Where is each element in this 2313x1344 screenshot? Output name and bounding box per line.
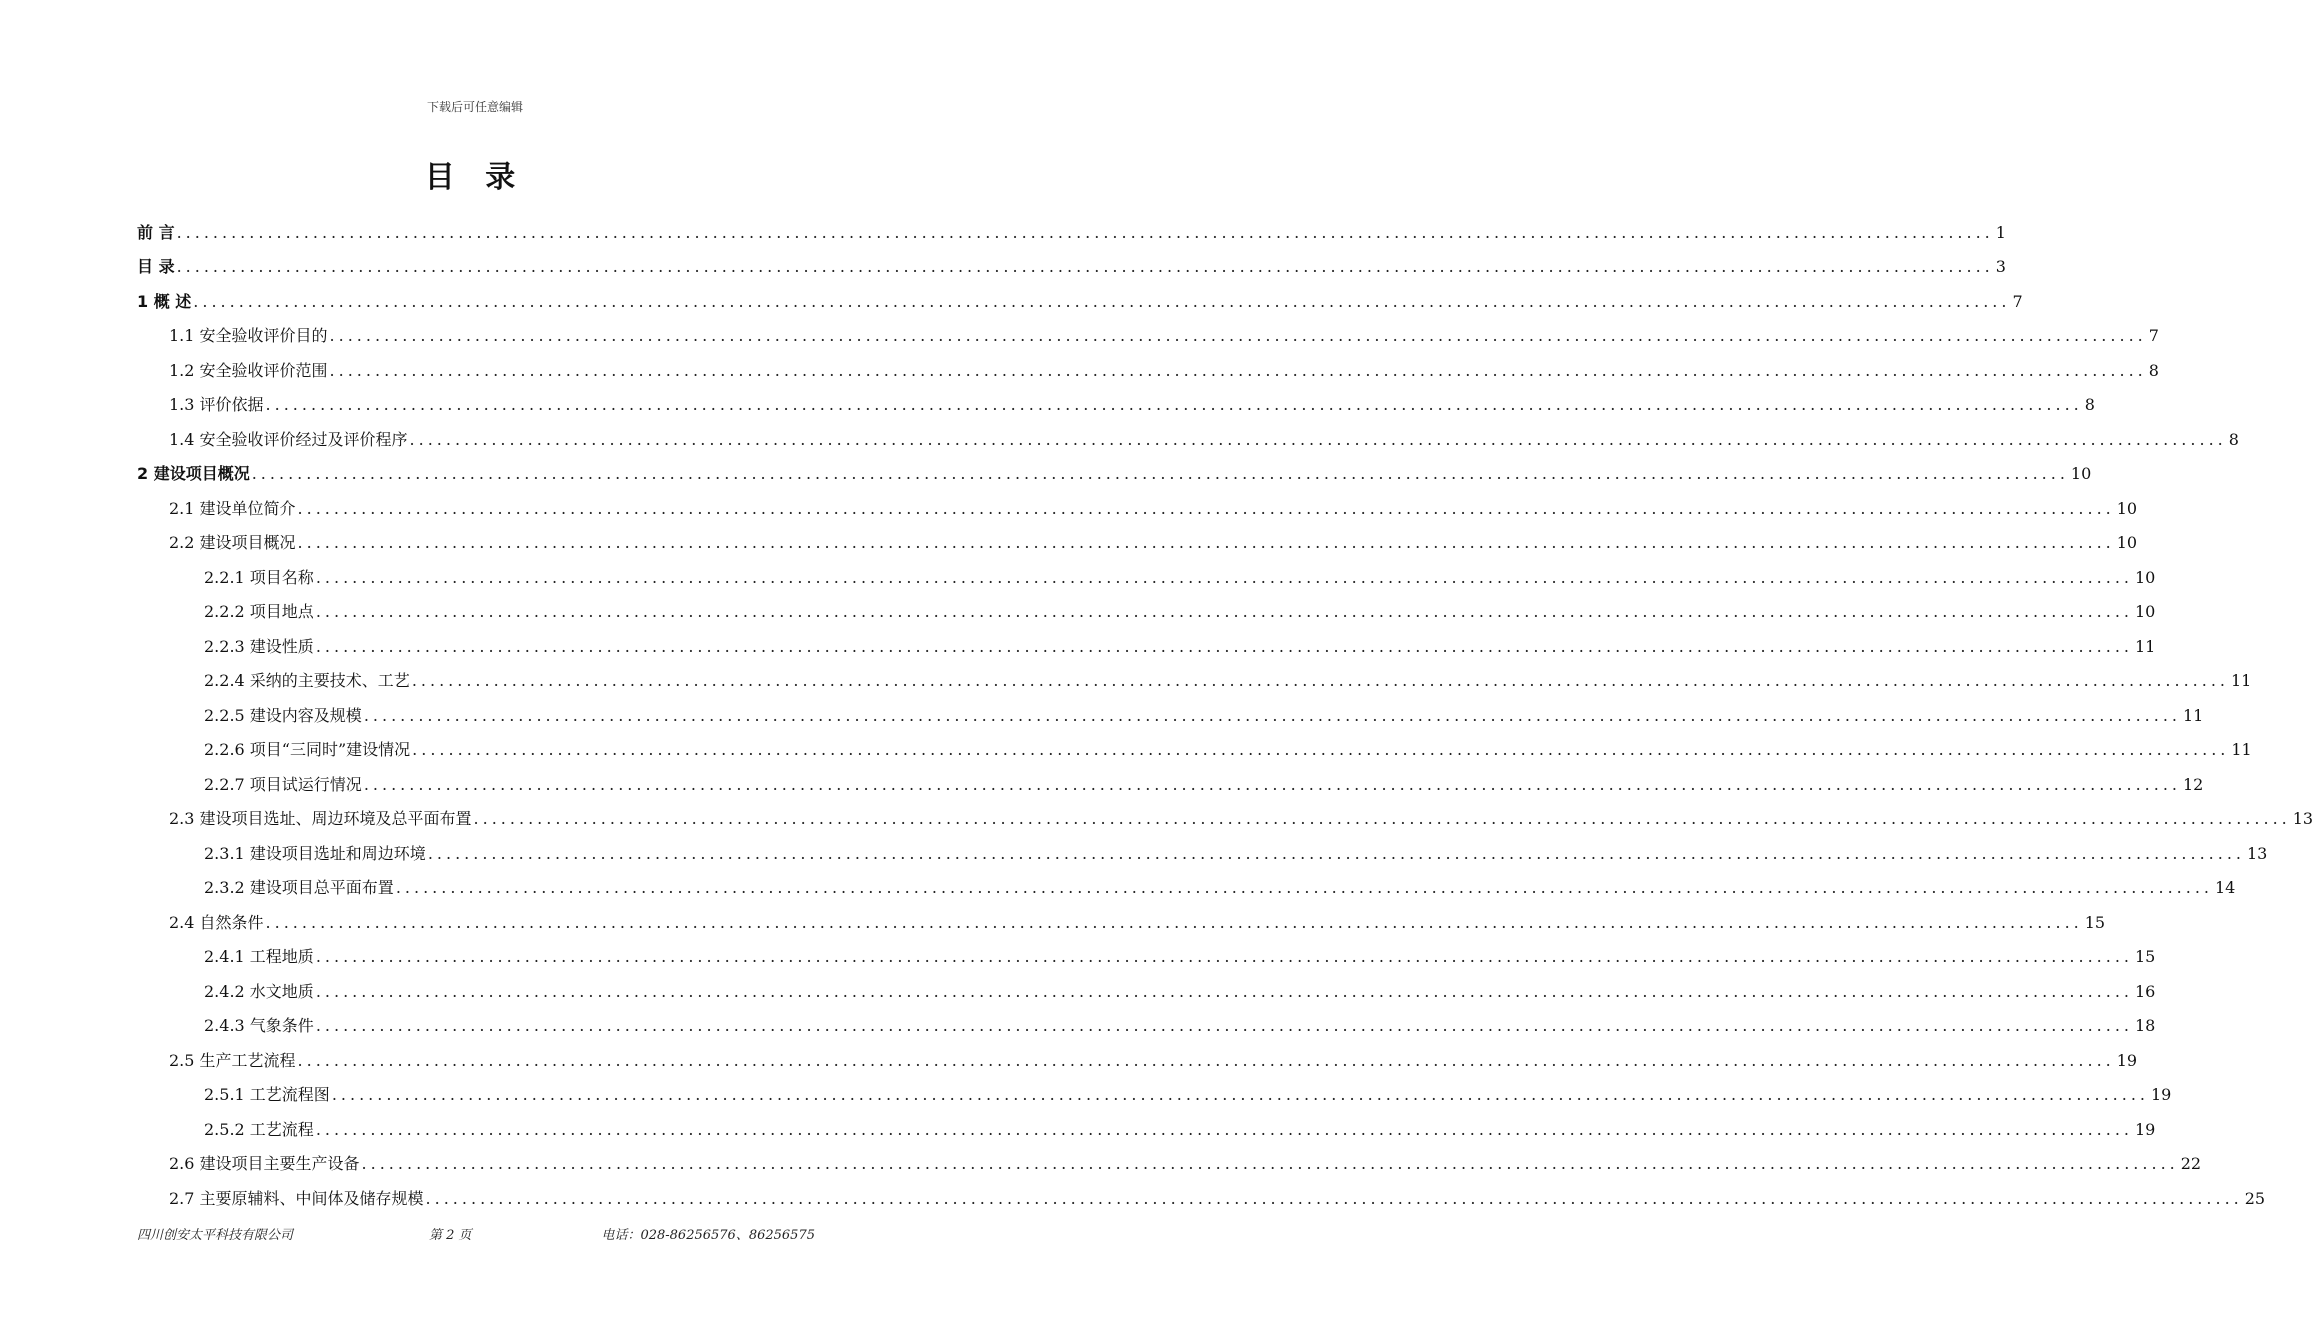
toc-entry-page: 10 <box>2116 498 2138 518</box>
toc-entry-label: 2.2.4 采纳的主要技术、工艺 <box>204 671 410 690</box>
toc-entry[interactable] <box>137 245 2006 280</box>
toc-entry[interactable] <box>137 659 2252 694</box>
toc-dot-leader: ........................................................................................................................................................................................................ <box>315 636 2133 656</box>
toc-dot-leader: ........................................................................................................................................................................................................ <box>363 705 2181 725</box>
toc-entry[interactable] <box>137 797 2313 832</box>
toc-entry[interactable] <box>137 1142 2202 1177</box>
toc-entry[interactable] <box>137 866 2236 901</box>
toc-entry-label: 1.4 安全验收评价经过及评价程序 <box>169 429 408 449</box>
toc-entry-page: 22 <box>2180 1154 2202 1173</box>
toc-entry-page: 13 <box>2292 809 2313 828</box>
toc-entry[interactable] <box>137 1038 2138 1073</box>
toc-entry[interactable] <box>137 1107 2156 1142</box>
toc-dot-leader: ........................................................................................................................................................................................................ <box>315 947 2133 966</box>
toc-dot-leader: ........................................................................................................................................................................................................ <box>331 1085 2149 1104</box>
toc-entry-label: 2.5.1 工艺流程图 <box>204 1085 330 1104</box>
footer-phone: 电话：028-86256576、86256575 <box>601 1228 815 1243</box>
toc-dot-leader: ........................................................................................................................................................................................................ <box>425 1188 2243 1208</box>
toc-entry-label: 1.2 安全验收评价范围 <box>169 360 328 380</box>
toc-entry-page: 8 <box>2148 360 2159 380</box>
toc-entry-label: 1.1 安全验收评价目的 <box>169 326 328 345</box>
toc-entry-page: 11 <box>2183 705 2204 725</box>
toc-entry-page: 7 <box>2012 291 2023 311</box>
toc-entry-page: 15 <box>2135 947 2156 966</box>
toc-entry-page: 10 <box>2135 567 2156 587</box>
toc-entry[interactable] <box>137 969 2156 1004</box>
toc-entry-page: 3 <box>1995 257 2006 276</box>
toc-entry[interactable] <box>137 1004 2156 1039</box>
toc-entry-label: 2.4.1 工程地质 <box>204 947 314 966</box>
toc-entry-page: 11 <box>2231 740 2252 759</box>
toc-entry-page: 12 <box>2183 774 2204 794</box>
toc-dot-leader: ........................................................................................................................................................................................................ <box>176 222 1994 242</box>
toc-entry-label: 目 录 <box>137 257 175 276</box>
toc-entry-page: 13 <box>2247 843 2268 863</box>
header-note: 下载后可任意编辑 <box>426 100 523 114</box>
toc-entry-page: 10 <box>2135 602 2156 621</box>
toc-entry[interactable] <box>137 831 2268 866</box>
toc-entry-label: 2.2.6 项目“三同时”建设情况 <box>204 740 411 759</box>
toc-entry-label: 1 概 述 <box>137 291 192 311</box>
toc-dot-leader: ........................................................................................................................................................................................................ <box>361 1154 2179 1173</box>
toc-entry-label: 1.3 评价依据 <box>169 395 264 414</box>
toc-entry-page: 14 <box>2215 878 2236 897</box>
toc-entry-label: 2.3.1 建设项目选址和周边环境 <box>204 843 426 863</box>
toc-entry[interactable] <box>137 935 2156 970</box>
toc-dot-leader: ........................................................................................................................................................................................................ <box>315 1016 2133 1035</box>
toc-dot-leader: ........................................................................................................................................................................................................ <box>265 912 2083 932</box>
toc-entry-label: 2.4.3 气象条件 <box>204 1016 314 1035</box>
toc-dot-leader: ........................................................................................................................................................................................................ <box>473 809 2291 828</box>
toc-dot-leader: ........................................................................................................................................................................................................ <box>193 291 2011 311</box>
toc-entry-label: 前 言 <box>137 222 175 242</box>
toc-dot-leader: ........................................................................................................................................................................................................ <box>329 326 2147 345</box>
toc-entry[interactable] <box>137 728 2252 763</box>
toc-entry-page: 7 <box>2148 326 2159 345</box>
toc-dot-leader: ........................................................................................................................................................................................................ <box>315 981 2133 1001</box>
toc-entry-label: 2.3.2 建设项目总平面布置 <box>204 878 394 897</box>
toc-entry-label: 2.2.7 项目试运行情况 <box>204 774 362 794</box>
toc-entry-page: 1 <box>1995 222 2006 242</box>
toc-entry[interactable] <box>137 348 2159 383</box>
toc-entry[interactable] <box>137 555 2156 590</box>
toc-dot-leader: ........................................................................................................................................................................................................ <box>409 429 2227 449</box>
toc-entry[interactable] <box>137 417 2239 452</box>
toc-entry-label: 2.2.1 项目名称 <box>204 567 314 587</box>
toc-dot-leader: ........................................................................................................................................................................................................ <box>363 774 2181 794</box>
toc-entry-page: 18 <box>2135 1016 2156 1035</box>
toc-entry-page: 25 <box>2244 1188 2266 1208</box>
toc-entry[interactable] <box>137 383 2095 418</box>
toc-entry[interactable] <box>137 624 2156 659</box>
toc-entry-label: 2.3 建设项目选址、周边环境及总平面布置 <box>169 809 472 828</box>
toc-entry-page: 11 <box>2135 636 2156 656</box>
toc-dot-leader: ........................................................................................................................................................................................................ <box>176 257 1994 276</box>
toc-dot-leader: ........................................................................................................................................................................................................ <box>427 843 2245 863</box>
toc-dot-leader: ........................................................................................................................................................................................................ <box>315 1119 2133 1139</box>
toc-entry[interactable] <box>137 590 2156 625</box>
toc-entry[interactable] <box>137 279 2023 314</box>
toc-entry-label: 2.1 建设单位简介 <box>169 498 296 518</box>
toc-entry[interactable] <box>137 452 2092 487</box>
toc-entry-label: 2.5.2 工艺流程 <box>204 1119 314 1139</box>
toc-entry[interactable] <box>137 762 2204 797</box>
toc-dot-leader: ........................................................................................................................................................................................................ <box>251 464 2069 483</box>
toc-entry-page: 19 <box>2116 1050 2138 1070</box>
toc-entry[interactable] <box>137 314 2159 349</box>
toc-entry[interactable] <box>137 521 2138 556</box>
toc-entry[interactable] <box>137 1073 2172 1108</box>
toc-entry-label: 2.7 主要原辅料、中间体及储存规模 <box>169 1188 424 1208</box>
toc-entry-page: 8 <box>2084 395 2095 414</box>
toc-dot-leader: ........................................................................................................................................................................................................ <box>297 498 2115 518</box>
toc-entry-label: 2.6 建设项目主要生产设备 <box>169 1154 360 1173</box>
footer-company: 四川创安太平科技有限公司 <box>137 1228 294 1243</box>
page-title: 目 录 <box>424 160 526 195</box>
toc-entry-page: 10 <box>2116 533 2138 552</box>
toc-entry[interactable] <box>137 486 2138 521</box>
toc-dot-leader: ........................................................................................................................................................................................................ <box>411 671 2229 690</box>
toc-dot-leader: ........................................................................................................................................................................................................ <box>412 740 2230 759</box>
toc-dot-leader: ........................................................................................................................................................................................................ <box>265 395 2083 414</box>
toc-entry[interactable] <box>137 900 2106 935</box>
toc-dot-leader: ........................................................................................................................................................................................................ <box>297 1050 2115 1070</box>
toc-entry[interactable] <box>137 693 2204 728</box>
toc-entry-page: 10 <box>2070 464 2092 483</box>
footer-page-number: 第 2 页 <box>429 1228 472 1243</box>
toc-entry-label: 2.2.5 建设内容及规模 <box>204 705 362 725</box>
toc-dot-leader: ........................................................................................................................................................................................................ <box>315 567 2133 587</box>
toc-entry-label: 2.5 生产工艺流程 <box>169 1050 296 1070</box>
toc-entry[interactable] <box>137 210 2006 245</box>
toc-entry[interactable] <box>137 1176 2266 1211</box>
toc-dot-leader: ........................................................................................................................................................................................................ <box>329 360 2147 380</box>
toc-entry-label: 2.2.3 建设性质 <box>204 636 314 656</box>
toc-entry-label: 2 建设项目概况 <box>137 464 250 483</box>
toc-dot-leader: ........................................................................................................................................................................................................ <box>395 878 2213 897</box>
toc-entry-page: 19 <box>2151 1085 2172 1104</box>
toc-dot-leader: ........................................................................................................................................................................................................ <box>315 602 2133 621</box>
toc-entry-label: 2.2 建设项目概况 <box>169 533 296 552</box>
toc-entry-page: 11 <box>2231 671 2252 690</box>
toc-entry-label: 2.4 自然条件 <box>169 912 264 932</box>
toc-entry-page: 16 <box>2135 981 2156 1001</box>
toc-entry-page: 15 <box>2084 912 2106 932</box>
toc-dot-leader: ........................................................................................................................................................................................................ <box>297 533 2115 552</box>
table-of-contents <box>137 210 2313 1211</box>
toc-entry-label: 2.4.2 水文地质 <box>204 981 314 1001</box>
toc-entry-page: 19 <box>2135 1119 2156 1139</box>
toc-entry-page: 8 <box>2228 429 2239 449</box>
toc-entry-label: 2.2.2 项目地点 <box>204 602 314 621</box>
